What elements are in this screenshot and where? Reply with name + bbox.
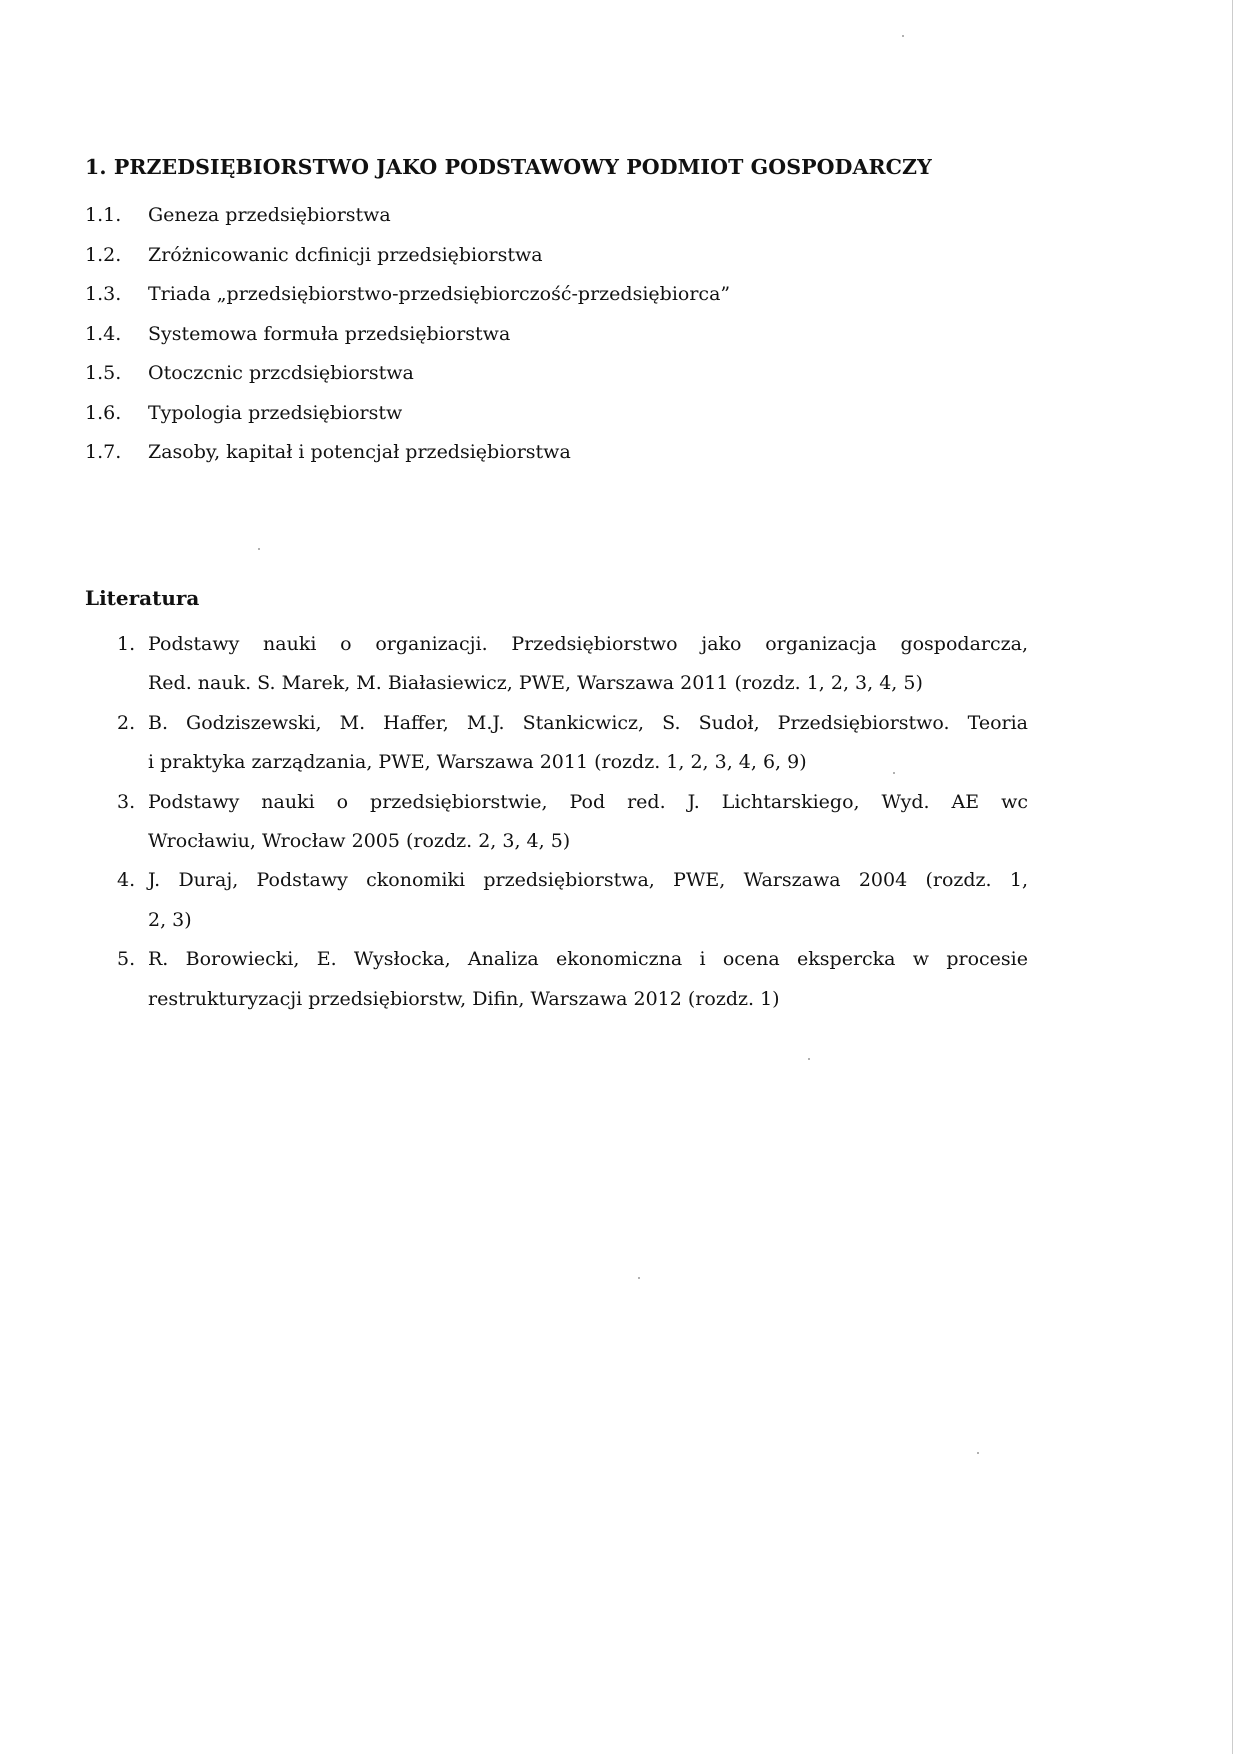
toc-title: Geneza przedsiębiorstwa (148, 204, 391, 226)
table-of-contents (85, 196, 730, 473)
reference-number: 2. (117, 711, 136, 734)
toc-item (85, 394, 730, 434)
toc-title: Zróżnicowanic dcfinicji przedsiębiorstwa (148, 243, 543, 266)
toc-item (85, 275, 730, 315)
toc-title: Triada „przedsiębiorstwo-przedsiębiorczość-przedsiębiorca” (148, 283, 731, 305)
toc-number: 1.1. (85, 204, 122, 226)
reference-number: 5. (117, 948, 136, 971)
toc-number: 1.4. (85, 322, 122, 345)
reference-line: 2, 3) (148, 908, 192, 931)
reference-list (117, 625, 1028, 1019)
toc-item (85, 236, 730, 276)
reference-line: Wrocławiu, Wrocław 2005 (rozdz. 2, 3, 4, 5) (148, 829, 571, 852)
toc-item (85, 315, 730, 355)
toc-title: Zasoby, kapitał i potencjał przedsiębiorstwa (148, 441, 571, 463)
toc-number: 1.2. (85, 243, 122, 266)
reference-item (117, 940, 1028, 1019)
reference-line: restrukturyzacji przedsiębiorstw, Difin, Warszawa 2012 (rozdz. 1) (148, 987, 780, 1010)
reference-line: i praktyka zarządzania, PWE, Warszawa 2011 (rozdz. 1, 2, 3, 4, 6, 9) (148, 751, 807, 774)
reference-item (117, 861, 1028, 940)
toc-title: Otoczcnic przcdsiębiorstwa (148, 362, 414, 384)
scan-speck (902, 35, 904, 37)
toc-number: 1.5. (85, 362, 122, 384)
toc-title: Systemowa formuła przedsiębiorstwa (148, 322, 511, 345)
reference-item (117, 704, 1028, 783)
chapter-heading: 1. PRZEDSIĘBIORSTWO JAKO PODSTAWOWY PODMIOT GOSPODARCZY (85, 155, 932, 179)
toc-number: 1.6. (85, 401, 122, 424)
scan-edge (1232, 0, 1233, 1754)
toc-number: 1.3. (85, 283, 122, 305)
reference-line: J. Duraj, Podstawy ckonomiki przedsiębiorstwa, PWE, Warszawa 2004 (rozdz. 1, (148, 869, 1028, 892)
reference-number: 4. (117, 869, 136, 892)
reference-number: 3. (117, 790, 136, 813)
reference-line: Red. nauk. S. Marek, M. Białasiewicz, PWE, Warszawa 2011 (rozdz. 1, 2, 3, 4, 5) (148, 672, 923, 695)
toc-item (85, 354, 730, 394)
toc-item (85, 433, 730, 473)
scan-speck (638, 1277, 640, 1279)
reference-line: R. Borowiecki, E. Wysłocka, Analiza ekonomiczna i ocena ekspercka w procesie (148, 948, 1028, 971)
reference-number: 1. (117, 633, 136, 655)
scan-speck (977, 1452, 979, 1454)
reference-line: Podstawy nauki o przedsiębiorstwie, Pod red. J. Lichtarskiego, Wyd. AE wc (148, 790, 1028, 813)
scan-speck (258, 548, 260, 550)
reference-item (117, 783, 1028, 862)
reference-line: B. Godziszewski, M. Haffer, M.J. Stankicwicz, S. Sudoł, Przedsiębiorstwo. Teoria (148, 711, 1028, 734)
literature-heading: Literatura (85, 586, 200, 610)
scan-speck (893, 772, 895, 774)
reference-item (117, 625, 1028, 704)
scan-speck (808, 1058, 810, 1060)
toc-title: Typologia przedsiębiorstw (148, 401, 403, 424)
toc-item (85, 196, 730, 236)
reference-line: Podstawy nauki o organizacji. Przedsiębiorstwo jako organizacja gospodarcza, (148, 633, 1028, 655)
toc-number: 1.7. (85, 441, 122, 463)
